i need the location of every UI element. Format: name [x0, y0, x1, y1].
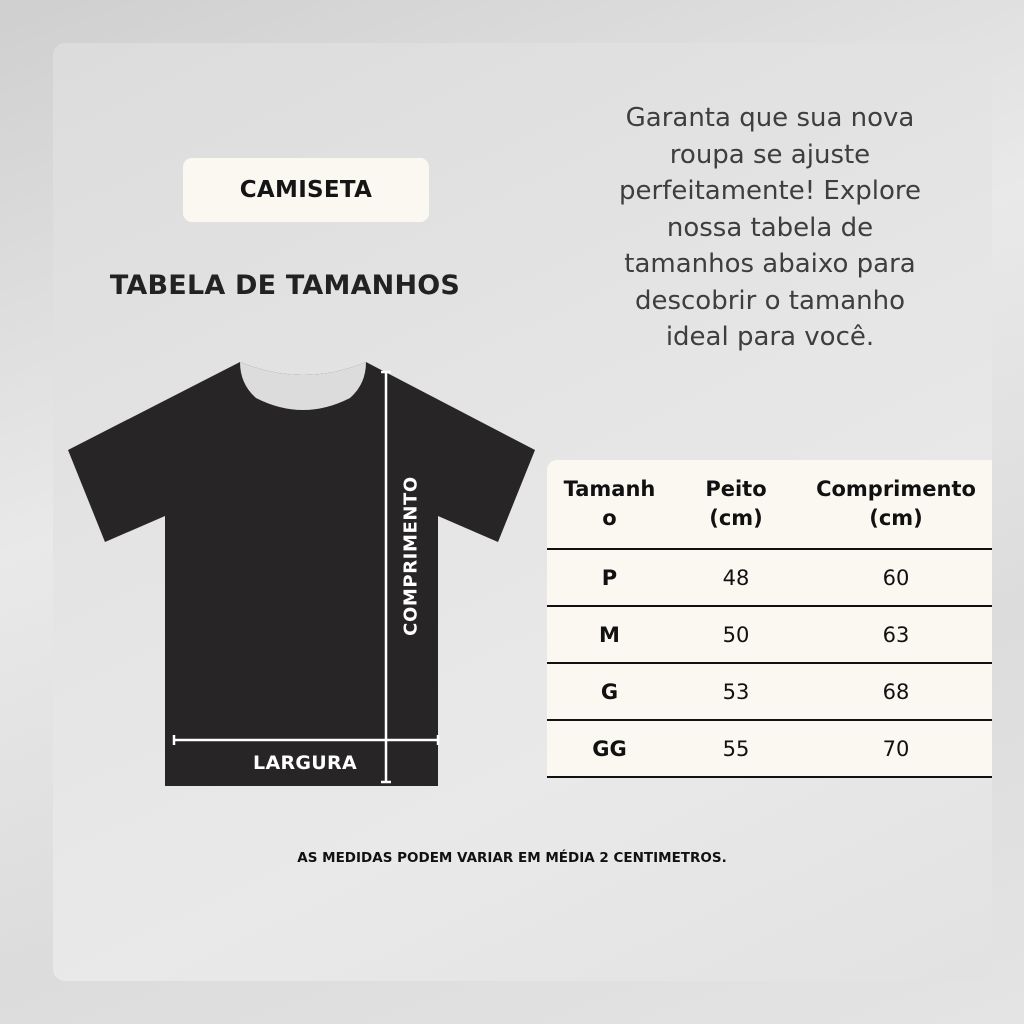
chest-cell: 48	[672, 549, 800, 606]
intro-line: tamanhos abaixo para	[624, 249, 916, 279]
length-label: COMPRIMENTO	[400, 476, 422, 636]
intro-line: nossa tabela de	[666, 212, 874, 243]
size-table	[547, 460, 992, 778]
table-row	[547, 663, 992, 720]
length-cell: 70	[800, 720, 992, 777]
product-badge-label: CAMISETA	[239, 177, 373, 203]
chest-cell: 50	[672, 606, 800, 663]
page-title: TABELA DE TAMANHOS	[109, 270, 461, 301]
header-line: (cm)	[869, 506, 923, 530]
table-row	[547, 549, 992, 606]
length-cell: 60	[800, 549, 992, 606]
length-cell: 68	[800, 663, 992, 720]
t-shirt-body	[68, 362, 535, 786]
table-row	[547, 720, 992, 777]
intro-line: roupa se ajuste	[669, 139, 871, 170]
header-line: o	[602, 506, 617, 530]
column-header-size	[547, 460, 672, 549]
intro-line: Garanta que sua nova	[625, 103, 915, 133]
size-table-panel	[547, 460, 992, 778]
chest-cell: 55	[672, 720, 800, 777]
intro-line: descobrir o tamanho	[634, 285, 906, 316]
header-line: Tamanh	[563, 477, 656, 501]
table-header-row	[547, 460, 992, 549]
intro-line: perfeitamente! Explore	[619, 176, 921, 206]
size-cell: P	[547, 549, 672, 606]
size-cell: G	[547, 663, 672, 720]
header-line: (cm)	[709, 506, 763, 530]
header-line: Comprimento	[816, 477, 976, 501]
length-cell: 63	[800, 606, 992, 663]
column-header-chest	[672, 460, 800, 549]
column-header-length	[800, 460, 992, 549]
header-line: Peito	[705, 477, 767, 501]
table-row	[547, 606, 992, 663]
product-badge	[183, 158, 429, 222]
measurement-disclaimer: AS MEDIDAS PODEM VARIAR EM MÉDIA 2 CENTIMETROS.	[297, 850, 727, 866]
chest-cell: 53	[672, 663, 800, 720]
size-cell: M	[547, 606, 672, 663]
intro-line: ideal para você.	[665, 322, 875, 352]
t-shirt-icon	[68, 358, 538, 790]
width-label: LARGURA	[253, 752, 357, 774]
size-cell: GG	[547, 720, 672, 777]
intro-text	[585, 100, 955, 356]
